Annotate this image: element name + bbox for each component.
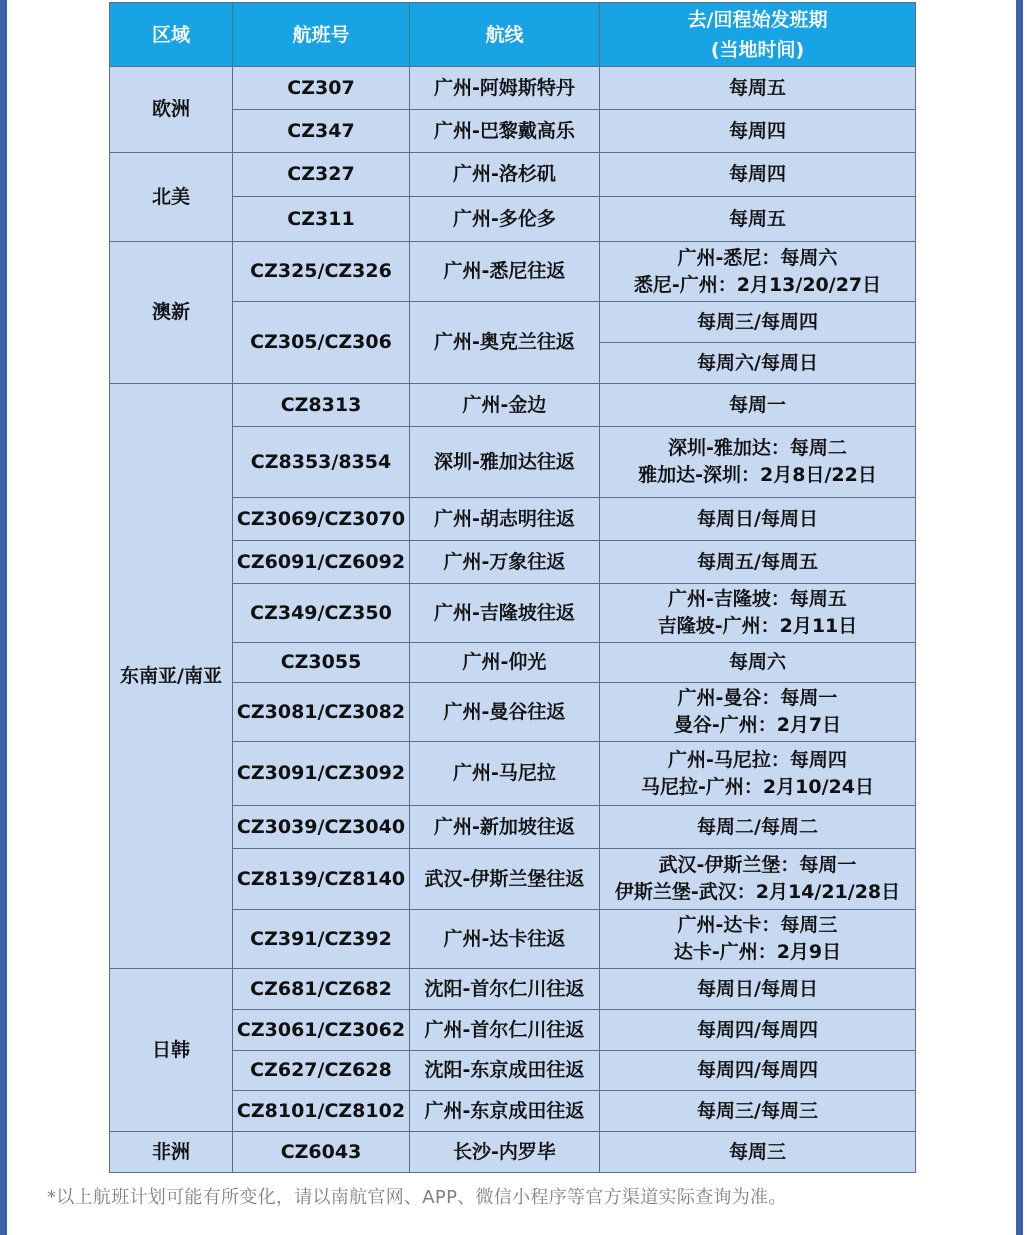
schedule-cell: 每周日/每周日	[600, 498, 916, 541]
flight-number-cell: CZ3061/CZ3062	[233, 1010, 410, 1051]
flight-number-cell: CZ3091/CZ3092	[233, 742, 410, 806]
header-schedule: 去/回程始发班期 (当地时间)	[600, 3, 916, 67]
schedule-cell: 每周五	[600, 67, 916, 110]
route-cell: 广州-东京成田往返	[410, 1091, 600, 1132]
schedule-cell: 广州-达卡：每周三 达卡-广州：2月9日	[600, 910, 916, 969]
flight-number-cell: CZ6091/CZ6092	[233, 541, 410, 584]
flight-number-cell: CZ391/CZ392	[233, 910, 410, 969]
schedule-cell: 每周六	[600, 643, 916, 683]
flight-number-cell: CZ325/CZ326	[233, 242, 410, 302]
schedule-cell: 每周日/每周日	[600, 969, 916, 1010]
flight-number-cell: CZ3069/CZ3070	[233, 498, 410, 541]
schedule-cell: 武汉-伊斯兰堡：每周一 伊斯兰堡-武汉：2月14/21/28日	[600, 849, 916, 910]
header-region: 区域	[110, 3, 233, 67]
schedule-cell: 每周三/每周三	[600, 1091, 916, 1132]
flight-number-cell: CZ8353/8354	[233, 427, 410, 498]
schedule-cell: 每周四/每周四	[600, 1010, 916, 1051]
flight-schedule-table	[109, 2, 916, 1173]
flight-number-cell: CZ3039/CZ3040	[233, 806, 410, 849]
flight-number-cell: CZ305/CZ306	[233, 302, 410, 384]
route-cell: 广州-吉隆坡往返	[410, 584, 600, 643]
schedule-cell: 广州-悉尼：每周六 悉尼-广州：2月13/20/27日	[600, 242, 916, 302]
flight-number-cell: CZ307	[233, 67, 410, 110]
route-cell: 武汉-伊斯兰堡往返	[410, 849, 600, 910]
table-row	[110, 384, 916, 427]
table-row	[110, 67, 916, 110]
route-cell: 广州-巴黎戴高乐	[410, 110, 600, 153]
route-cell: 广州-马尼拉	[410, 742, 600, 806]
flight-number-cell: CZ3081/CZ3082	[233, 683, 410, 742]
flight-number-cell: CZ8313	[233, 384, 410, 427]
schedule-cell: 每周四	[600, 153, 916, 197]
route-cell: 广州-万象往返	[410, 541, 600, 584]
flight-number-cell: CZ3055	[233, 643, 410, 683]
flight-number-cell: CZ681/CZ682	[233, 969, 410, 1010]
route-cell: 长沙-内罗毕	[410, 1132, 600, 1173]
table-row	[110, 242, 916, 302]
table-row	[110, 153, 916, 197]
region-cell: 非洲	[110, 1132, 233, 1173]
schedule-cell: 每周一	[600, 384, 916, 427]
route-cell: 广州-新加坡往返	[410, 806, 600, 849]
route-cell: 深圳-雅加达往返	[410, 427, 600, 498]
flight-number-cell: CZ349/CZ350	[233, 584, 410, 643]
schedule-cell: 广州-吉隆坡：每周五 吉隆坡-广州：2月11日	[600, 584, 916, 643]
schedule-cell: 每周四/每周四	[600, 1051, 916, 1091]
schedule-cell: 每周三	[600, 1132, 916, 1173]
flight-number-cell: CZ311	[233, 197, 410, 242]
route-cell: 广州-曼谷往返	[410, 683, 600, 742]
flight-number-cell: CZ8101/CZ8102	[233, 1091, 410, 1132]
region-cell: 日韩	[110, 969, 233, 1132]
schedule-cell: 每周五/每周五	[600, 541, 916, 584]
flight-number-cell: CZ6043	[233, 1132, 410, 1173]
route-cell: 广州-悉尼往返	[410, 242, 600, 302]
route-cell: 广州-多伦多	[410, 197, 600, 242]
table-row	[110, 969, 916, 1010]
schedule-cell: 广州-曼谷：每周一 曼谷-广州：2月7日	[600, 683, 916, 742]
right-border-bar	[1016, 0, 1023, 1235]
route-cell: 广州-洛杉矶	[410, 153, 600, 197]
region-cell: 北美	[110, 153, 233, 242]
route-cell: 沈阳-首尔仁川往返	[410, 969, 600, 1010]
flight-number-cell: CZ627/CZ628	[233, 1051, 410, 1091]
route-cell: 广州-达卡往返	[410, 910, 600, 969]
schedule-cell: 每周三/每周四	[600, 302, 916, 343]
route-cell: 沈阳-东京成田往返	[410, 1051, 600, 1091]
flight-number-cell: CZ347	[233, 110, 410, 153]
left-border-bar	[0, 0, 7, 1235]
schedule-cell: 每周四	[600, 110, 916, 153]
schedule-cell: 每周五	[600, 197, 916, 242]
schedule-cell: 每周二/每周二	[600, 806, 916, 849]
header-route: 航线	[410, 3, 600, 67]
route-cell: 广州-奥克兰往返	[410, 302, 600, 384]
route-cell: 广州-阿姆斯特丹	[410, 67, 600, 110]
flight-number-cell: CZ8139/CZ8140	[233, 849, 410, 910]
region-cell: 东南亚/南亚	[110, 384, 233, 969]
table-row	[110, 1132, 916, 1173]
footnote-text: *以上航班计划可能有所变化，请以南航官网、APP、微信小程序等官方渠道实际查询为准。	[47, 1187, 787, 1208]
header-flight-number: 航班号	[233, 3, 410, 67]
header-row	[110, 3, 916, 67]
schedule-cell: 广州-马尼拉：每周四 马尼拉-广州：2月10/24日	[600, 742, 916, 806]
route-cell: 广州-金边	[410, 384, 600, 427]
region-cell: 欧洲	[110, 67, 233, 153]
region-cell: 澳新	[110, 242, 233, 384]
schedule-cell: 深圳-雅加达：每周二 雅加达-深圳：2月8日/22日	[600, 427, 916, 498]
flight-number-cell: CZ327	[233, 153, 410, 197]
route-cell: 广州-胡志明往返	[410, 498, 600, 541]
route-cell: 广州-仰光	[410, 643, 600, 683]
route-cell: 广州-首尔仁川往返	[410, 1010, 600, 1051]
schedule-cell: 每周六/每周日	[600, 343, 916, 384]
